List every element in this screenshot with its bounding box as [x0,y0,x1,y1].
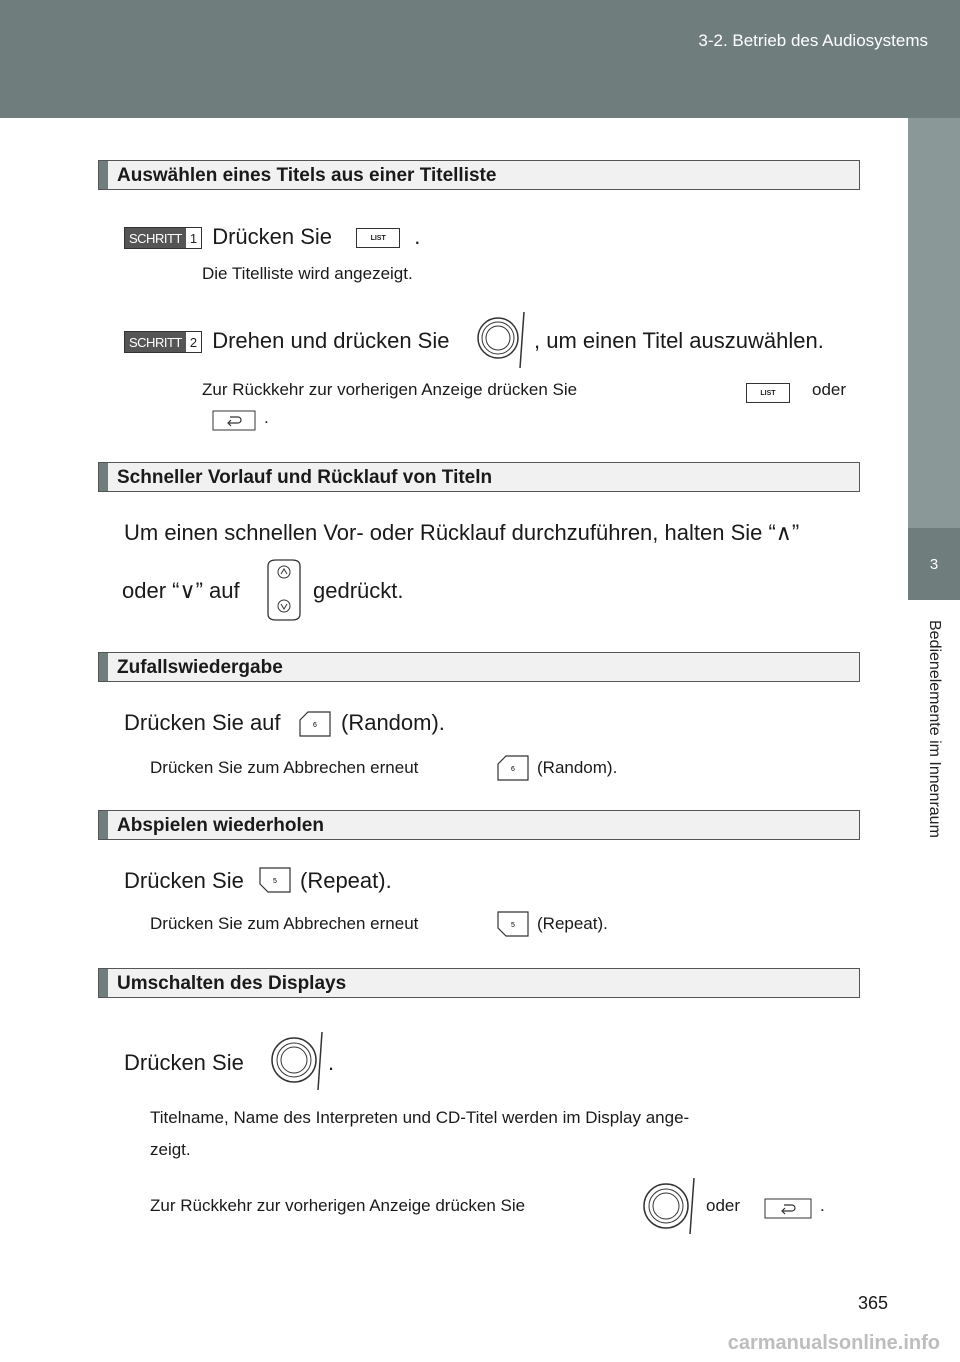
section-heading-select-title: Auswählen eines Titels aus einer Titelliste [98,160,860,190]
section-heading-fast: Schneller Vorlauf und Rücklauf von Titeln [98,462,860,492]
repeat-note-post: (Repeat). [537,914,608,933]
step-badge: SCHRITT 1 [124,227,202,249]
header-bar [0,0,960,118]
watermark: carmanualsonline.info [727,1332,940,1354]
preset-6-label: 6 [511,766,515,773]
back-button-icon [764,1198,812,1220]
random-line-post: (Random). [341,710,445,735]
repeat-line-pre: Drücken Sie [124,868,244,893]
random-note-pre: Drücken Sie zum Abbrechen erneut [150,758,419,777]
preset-6-button-icon [298,710,332,738]
repeat-note-pre: Drücken Sie zum Abbrechen erneut [150,914,419,933]
list-button-icon: LIST [356,228,400,248]
section-title: 3-2. Betrieb des Audiosystems [698,31,928,50]
repeat-line-post: (Repeat). [300,868,392,893]
side-tab-label: Bedienelemente im Innenraum [926,620,943,838]
display-note2-oder: oder [706,1196,741,1215]
display-note1-line2: zeigt. [150,1140,191,1159]
preset-5-label: 5 [273,878,277,885]
tune-knob-icon [266,1030,326,1092]
tune-knob-icon [474,310,530,370]
preset-5-button-icon [496,910,530,938]
random-line-pre: Drücken Sie auf [124,710,281,735]
preset-6-label: 6 [313,722,317,729]
chapter-number: 3 [908,528,960,600]
preset-5-label: 5 [511,922,515,929]
step-2: SCHRITT 2 Drehen und drücken Sie [124,328,449,354]
back-button-icon [212,410,256,432]
preset-5-button-icon [258,866,292,894]
step-badge: SCHRITT 2 [124,331,202,353]
display-note1-line1: Titelname, Name des Interpreten und CD-Titel werden im Display ange- [150,1108,690,1127]
step-1: SCHRITT 1 Drücken Sie LIST . [124,224,420,250]
section-heading-random: Zufallswiedergabe [98,652,860,682]
side-tab-label-wrap [908,620,960,920]
display-line-pre: Drücken Sie [124,1050,244,1075]
display-line-post: . [328,1050,335,1075]
preset-6-button-icon [496,754,530,782]
tune-knob-icon [640,1176,700,1236]
section-heading-display: Umschalten des Displays [98,968,860,998]
step-2-rest: , um einen Titel auszuwählen. [534,328,824,353]
fast-line-1: Um einen schnellen Vor- oder Rücklauf durchzuführen, halten Sie “∧” [124,520,800,545]
fast-line-2-pre: oder “∨” auf [122,578,240,603]
list-button-icon: LIST [746,383,790,403]
step-2-note-line1: Zur Rückkehr zur vorherigen Anzeige drücken Sie [202,380,578,399]
display-note2-pre: Zur Rückkehr zur vorherigen Anzeige drücken Sie [150,1196,526,1215]
display-note2-period: . [820,1196,825,1215]
seek-up-down-button-icon [266,558,302,622]
random-note-post: (Random). [537,758,618,777]
step-2-note-period: . [264,408,269,427]
page-number: 365 [857,1293,888,1313]
step-1-note: Die Titelliste wird angezeigt. [202,264,413,283]
section-heading-repeat: Abspielen wiederholen [98,810,860,840]
fast-line-2-post: gedrückt. [313,578,404,603]
step-2-note-oder: oder [812,380,847,399]
